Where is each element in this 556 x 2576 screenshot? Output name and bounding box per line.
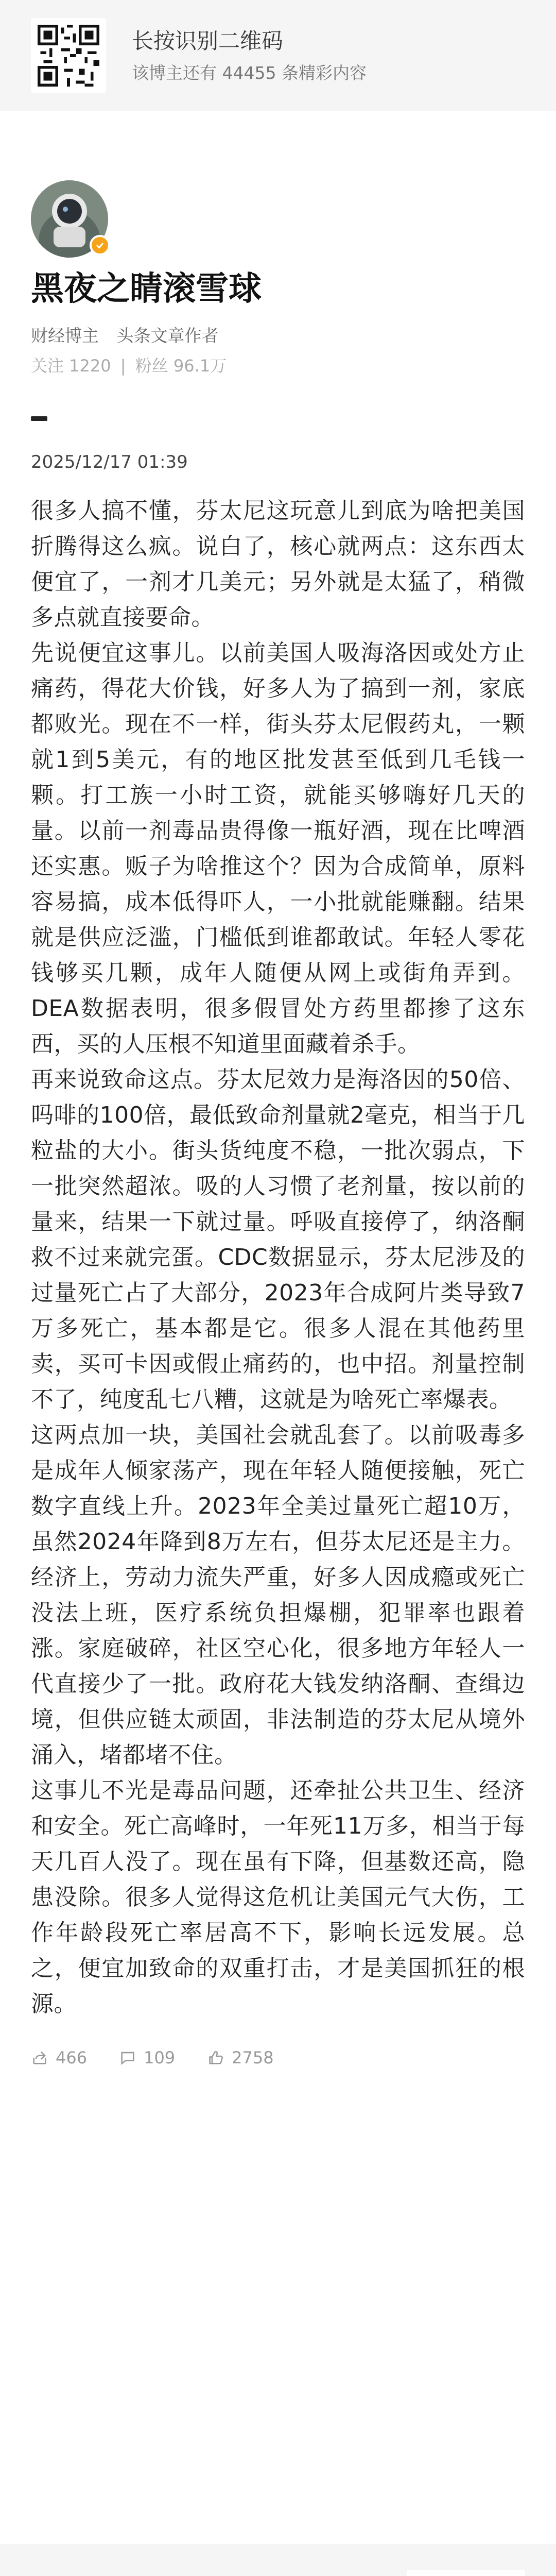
comment-button[interactable] [119,2048,175,2067]
paragraph: 先说便宜这事儿。以前美国人吸海洛因或处方止痛药，得花大价钱，好多人为了搞到一剂，家底都败光。现在不一样，街头芬太尼假药丸，一颗就1到5美元，有的地区批发甚至低到几毛钱一颗。打工族一小时工资，就能买够嗨好几天的量。以前一剂毒品贵得像一瓶好酒，现在比啤酒还实惠。贩子为啥推这个？因为合成简单，原料容易搞，成本低得吓人，一小批就能赚翻。结果就是供应泛滥，门槛低到谁都敢试。年轻人零花钱够买几颗，成年人随便从网上或街角弄到。DEA数据表明，很多假冒处方药里都掺了这东西，买的人压根不知道里面藏着杀手。 [31,639,525,1057]
article-body [0,472,556,2022]
share-button[interactable] [31,2048,87,2067]
avatar-container[interactable] [31,180,108,258]
fans-count: 粉丝 96.1万 [135,356,227,376]
paragraph: 很多人搞不懂，芬太尼这玩意儿到底为啥把美国折腾得这么疯。说白了，核心就两点：这东西太便宜了，一剂才几美元；另外就是太猛了，稍微多点就直接要命。 [31,497,525,631]
paragraph: 这两点加一块，美国社会就乱套了。以前吸毒多是成年人倾家荡产，现在年轻人随便接触，死亡数字直线上升。2023年全美过量死亡超10万，虽然2024年降到8万左右，但芬太尼还是主力。经济上，劳动力流失严重，好多人因成瘾或死亡没法上班，医疗系统负担爆棚，犯罪率也跟着涨。家庭破碎，社区空心化，很多地方年轻人一代直接少了一批。政府花大钱发纳洛酮、查缉边境，但供应链太顽固，非法制造的芬太尼从境外涌入，堵都堵不住。 [31,1421,525,1768]
post-timestamp: 2025/12/17 01:39 [31,451,188,472]
paragraph: 再来说致命这点。芬太尼效力是海洛因的50倍、吗啡的100倍，最低致命剂量就2毫克，相当于几粒盐的大小。街头货纯度不稳，一批次弱点，下一批突然超浓。吸的人习惯了老剂量，按以前的量来，结果一下就过量。呼吸直接停了，纳洛酮救不过来就完蛋。CDC数据显示，芬太尼涉及的过量死亡占了大部分，2023年合成阿片类导致7万多死亡，基本都是它。很多人混在其他药里卖，买可卡因或假止痛药的，也中招。剂量控制不了，纯度乱七八糟，这就是为啥死亡率爆表。 [31,1066,525,1413]
share-icon [31,2049,48,2066]
comment-icon [119,2049,136,2066]
top-banner-title: 长按识别二维码 [132,28,284,54]
comment-count: 109 [144,2047,176,2067]
paragraph: 这事儿不光是毒品问题，还牵扯公共卫生、经济和安全。死亡高峰时，一年死11万多，相当于每天几百人没了。现在虽有下降，但基数还高，隐患没除。很多人觉得这危机让美国元气大伤，工作年龄段死亡率居高不下，影响长远发展。总之，便宜加致命的双重打击，才是美国抓狂的根源。 [31,1777,525,2017]
top-qr-banner[interactable] [0,0,556,111]
author-role: 财经博主 [31,326,99,346]
author-description [31,325,525,347]
share-count: 466 [56,2047,88,2067]
author-card [0,111,556,377]
stats-separator: | [120,356,126,376]
author-role-2: 头条文章作者 [116,326,219,346]
verified-badge-icon [90,235,110,256]
author-name[interactable]: 黑夜之睛滚雪球 [31,270,262,308]
bottom-qr-banner[interactable] [0,2544,556,2576]
qr-code-icon[interactable] [407,2570,525,2576]
follow-count: 关注 1220 [31,356,111,376]
section-divider [31,416,47,421]
action-bar [0,2042,556,2073]
like-icon [207,2049,224,2066]
like-count: 2758 [232,2047,274,2067]
top-banner-subtitle: 该博主还有 44455 条精彩内容 [132,63,367,83]
like-button[interactable] [207,2048,273,2067]
qr-code-icon[interactable] [31,18,106,93]
author-stats [31,355,525,377]
